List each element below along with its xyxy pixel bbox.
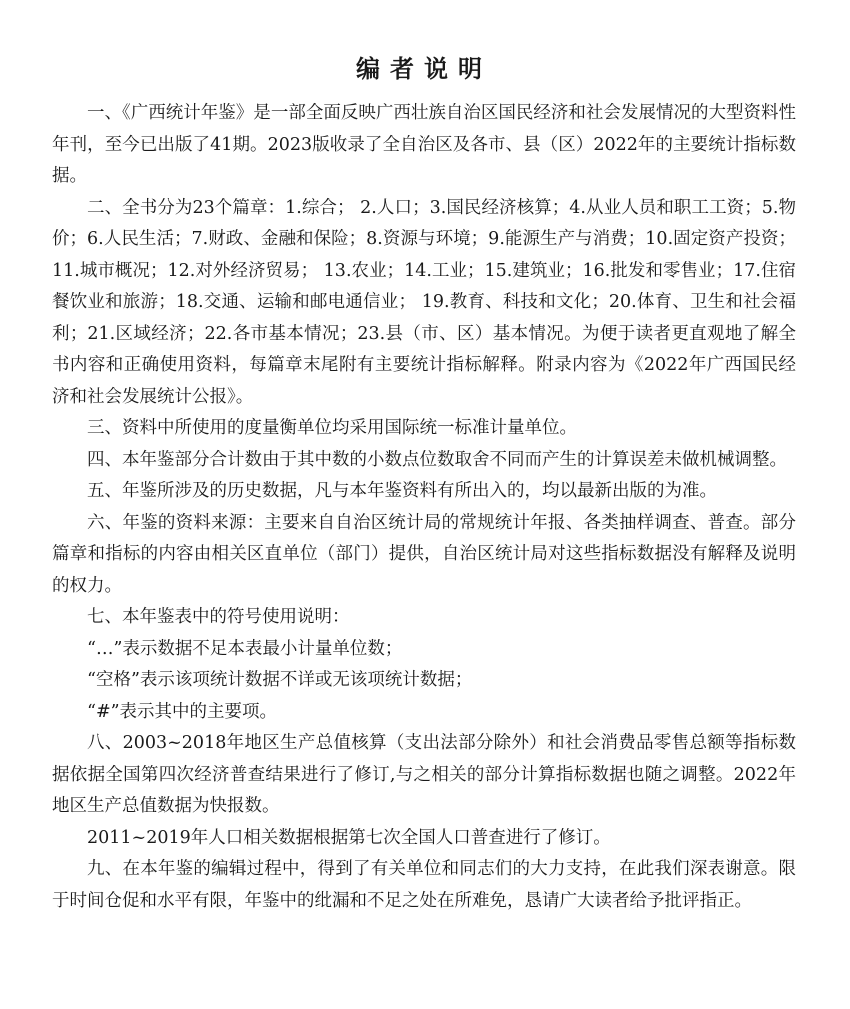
document-page <box>52 46 796 917</box>
paragraph-historical-data: 五、年鉴所涉及的历史数据，凡与本年鉴资料有所出入的，均以最新出版的为准。 <box>87 481 717 501</box>
paragraph-units: 三、资料中所使用的度量衡单位均采用国际统一标准计量单位。 <box>87 418 577 438</box>
symbol-hash-note: “#”表示其中的主要项。 <box>87 701 278 722</box>
paragraph-population-revision: 2011~2019年人口相关数据根据第七次全国人口普查进行了修订。 <box>87 827 611 848</box>
paragraph-data-sources: 六、年鉴的资料来源：主要来自自治区统计局的常规统计年报、各类抽样调查、普查。部分篇章和指标的内容由相关区直单位（部门）提供，自治区统计局对这些指标数据没有解释及说明的权力。 <box>52 512 796 596</box>
paragraph-chapters: 二、全书分为23个篇章：1.综合； 2.人口；3.国民经济核算；4.从业人员和职工工资；5.物价；6.人民生活；7.财政、金融和保险；8.资源与环境；9.能源生产与消费；10.固定资产投资；11.城市概况；12.对外经济贸易； 13.农业；14.工业；15.建筑业；16.批发和零售业；17.住宿餐饮业和旅游；18.交通、运输和邮电通信业； 19.教育、科技和文化；20.体育、卫生和社会福利；21.区域经济；22.各市基本情况；23.县（市、区）基本情况。为便于读者更直观地了解全书内容和正确使用资料，每篇章末尾附有主要统计指标解释。附录内容为《2022年广西国民经济和社会发展统计公报》。 <box>52 197 796 407</box>
paragraph-revisions: 八、2003~2018年地区生产总值核算（支出法部分除外）和社会消费品零售总额等指标数据依据全国第四次经济普查结果进行了修订,与之相关的部分计算指标数据也随之调整。2022年地区生产总值数据为快报数。 <box>52 733 796 816</box>
paragraph-rounding: 四、本年鉴部分合计数由于其中数的小数点位数取舍不同而产生的计算误差未做机械调整。 <box>87 449 787 470</box>
page-title: 编者说明 <box>356 55 492 83</box>
symbol-ellipsis-note: “…”表示数据不足本表最小计量单位数； <box>87 638 403 659</box>
paragraph-overview: 一、《广西统计年鉴》是一部全面反映广西壮族自治区国民经济和社会发展情况的大型资料性年刊，至今已出版了41期。2023版收录了全自治区及各市、县（区）2022年的主要统计指标数据。 <box>52 103 796 186</box>
paragraph-acknowledgements: 九、在本年鉴的编辑过程中，得到了有关单位和同志们的大力支持，在此我们深表谢意。限于时间仓促和水平有限，年鉴中的纰漏和不足之处在所难免，恳请广大读者给予批评指正。 <box>52 859 796 911</box>
paragraph-symbols-intro: 七、本年鉴表中的符号使用说明： <box>87 607 350 627</box>
symbol-blank-note: “空格”表示该项统计数据不详或无该项统计数据； <box>87 670 473 690</box>
